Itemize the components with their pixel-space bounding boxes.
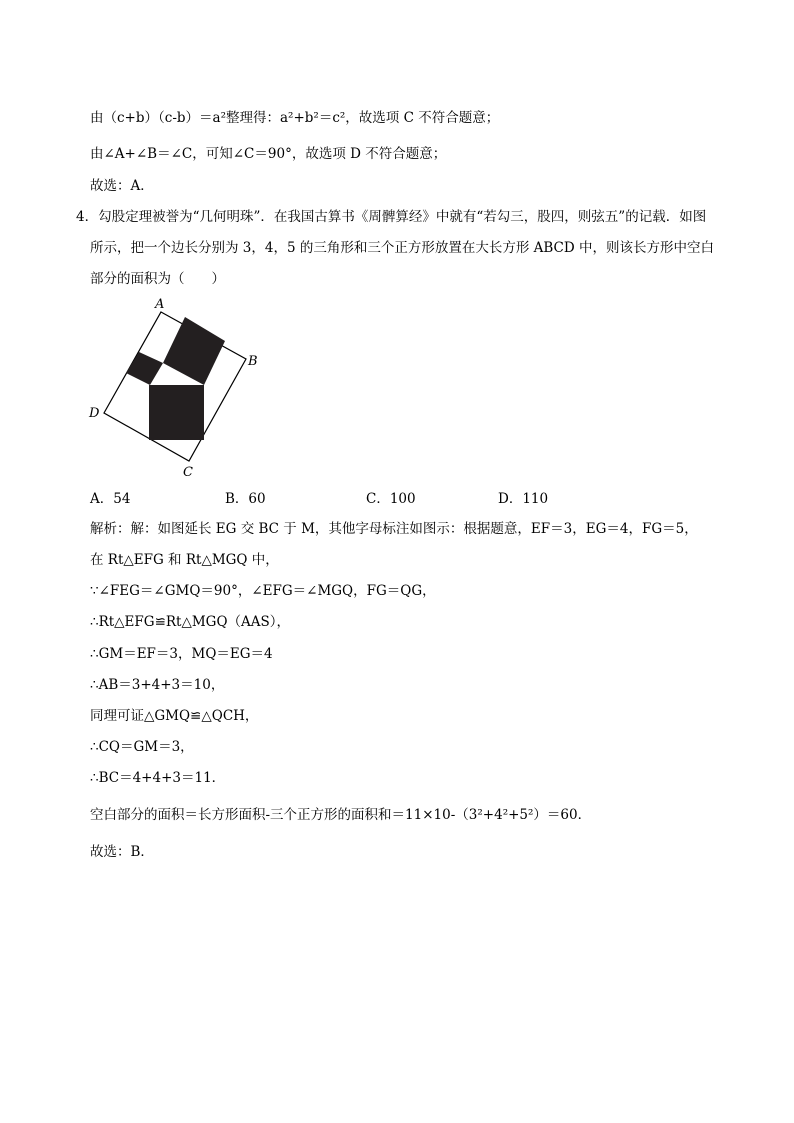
question-line-2: 所示，把一个边长分别为 3，4，5 的三角形和三个正方形放置在大长方形 ABCD 中，则该长方形中空白 — [90, 240, 715, 256]
prev-solution-line-2: 由∠A+∠B＝∠C，可知∠C＝90°，故选项 D 不符合题意； — [90, 146, 447, 162]
analysis-line-2: 在 Rt△EFG 和 Rt△MGQ 中， — [90, 552, 279, 568]
option-d: D．110 — [498, 491, 549, 507]
label-b: B — [248, 354, 258, 369]
analysis-line-7: 同理可证△GMQ≌△QCH， — [90, 708, 259, 724]
label-c: C — [183, 465, 193, 480]
analysis-line-9: ∴BC＝4+4+3＝11． — [90, 770, 226, 786]
label-d: D — [89, 406, 100, 421]
prev-solution-line-1: 由（c+b）（c-b）＝a²整理得：a²+b²＝c²，故选项 C 不符合题意； — [90, 110, 500, 126]
analysis-line-11: 故选：B． — [90, 844, 154, 860]
question-line-1: 4．勾股定理被誉为“几何明珠”．在我国古算书《周髀算经》中就有“若勾三，股四，则弦五”的记载．如图 — [76, 209, 707, 225]
question-line-3: 部分的面积为（ ） — [90, 271, 225, 287]
analysis-line-3: ∵∠FEG＝∠GMQ＝90°，∠EFG＝∠MGQ，FG＝QG， — [90, 583, 436, 599]
option-c: C．100 — [366, 491, 416, 507]
label-a: A — [155, 297, 165, 312]
analysis-line-10: 空白部分的面积＝长方形面积-三个正方形的面积和＝11×10-（3²+4²+5²）＝60． — [90, 807, 592, 823]
pythagoras-figure — [82, 295, 272, 480]
analysis-line-4: ∴Rt△EFG≌Rt△MGQ（AAS）， — [90, 614, 291, 630]
analysis-line-5: ∴GM＝EF＝3，MQ＝EG＝4 — [90, 646, 273, 662]
analysis-line-6: ∴AB＝3+4+3＝10， — [90, 677, 225, 693]
option-b: B．60 — [225, 491, 266, 507]
analysis-line-8: ∴CQ＝GM＝3， — [90, 739, 194, 755]
option-a: A．54 — [90, 491, 131, 507]
analysis-line-1: 解析：解：如图延长 EG 交 BC 于 M，其他字母标注如图示：根据题意，EF＝3，EG＝4，FG＝5， — [90, 521, 698, 537]
prev-solution-line-3: 故选：A． — [90, 178, 154, 194]
square-side-5 — [149, 385, 204, 440]
